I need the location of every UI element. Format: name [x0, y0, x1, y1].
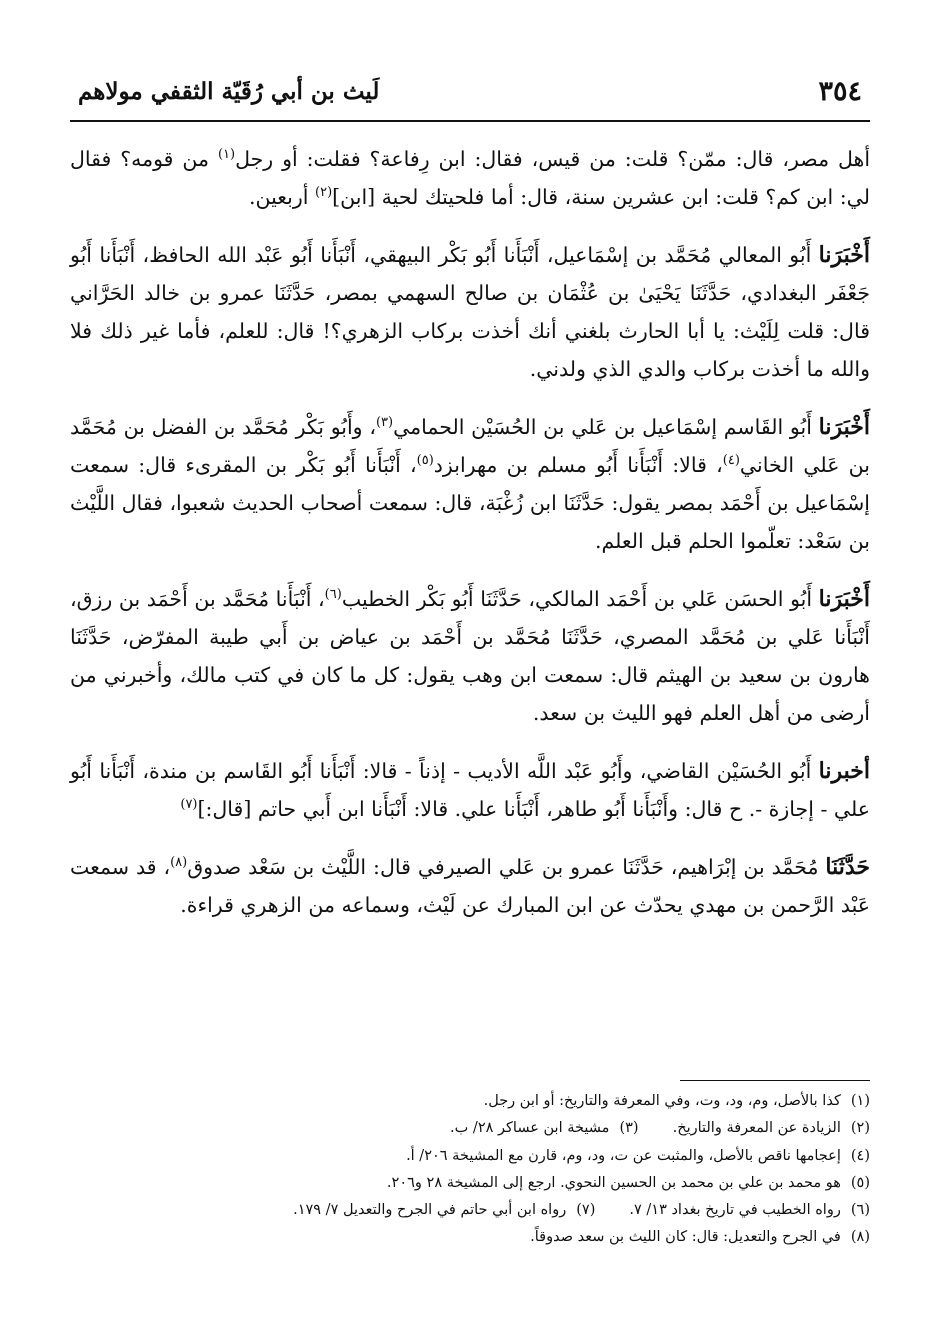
paragraph-lead: أَخْبَرَنا	[818, 586, 870, 612]
paragraph-2	[70, 236, 870, 388]
footnote-ref: (٨)	[170, 855, 188, 871]
paragraph-text: أَبُو القَاسم إسْمَاعيل بن عَلي بن الحُسَيْن الحمامي$^{(٣)}$، وأَبُو بَكْر مُحَمَّد بن الفضل بن مُحَمَّد بن عَلي الخاني$^{(٤)}$، قالا: أَنْبَأَنا أَبُو مسلم بن مهرابزد$^{(٥)}$، أَنْبَأَنا أَبُو بَكْر بن المقرىء قال: سمعت إسْمَاعيل بن أَحْمَد بمصر يقول: حَدَّثَنَا ابن زُغْبَة، قال: سمعت أصحاب الحديث شعبوا، فقال اللَّيْث بن سَعْد: تعلّموا الحلم قبل العلم.	[70, 415, 870, 553]
footnote-number: (٤)	[850, 1147, 870, 1164]
footnote-number: (١)	[850, 1093, 870, 1109]
footnote-line	[70, 1197, 870, 1224]
paragraph-5	[70, 752, 870, 828]
footnote-ref: (٦)	[324, 587, 342, 603]
footnote-ref: (٤)	[722, 453, 740, 469]
footnote	[293, 1197, 595, 1224]
paragraph-1	[70, 140, 870, 216]
footnote-line	[70, 1170, 870, 1197]
footnote-number: (٧)	[576, 1202, 596, 1219]
running-title: لَيث بن أبي رُقَيّة الثقفي مولاهم	[78, 78, 380, 105]
footnote	[406, 1143, 870, 1170]
footnote-rule	[680, 1080, 870, 1081]
paragraph-lead: أَخْبَرَنا	[818, 242, 870, 268]
paragraph-text: أَبُو المعالي مُحَمَّد بن إسْمَاعيل، أَنْبَأَنا أَبُو بَكْر البيهقي، أَنْبَأَنا أَبُو عَبْد الله الحافظ، أَنْبَأَنا أَبُو جَعْفَر البغدادي، حَدَّثَنَا يَحْيَىٰ بن عُثْمَان بن صالح السهمي بمصر، حَدَّثَنَا عمرو بن خالد الحَرَّاني قال: قلت لِلَيْث: يا أبا الحارث بلغني أنك أخذت بركاب الزهري؟! قال: للعلم، فأما غير ذلك فلا والله ما أخذت بركاب والدي الذي ولدني.	[70, 243, 870, 381]
main-text	[70, 140, 870, 944]
footnote-text: رواه الخطيب في تاريخ بغداد ١٣/ ٧.	[629, 1202, 841, 1219]
footnotes	[70, 1088, 870, 1252]
paragraph-3	[70, 408, 870, 560]
footnote-line	[70, 1088, 870, 1115]
footnote	[673, 1115, 870, 1142]
footnote-ref: (١)	[217, 147, 236, 163]
footnote-line	[70, 1143, 870, 1170]
footnote-text: رواه ابن أبي حاتم في الجرح والتعديل ٧/ ١٧٩.	[293, 1202, 567, 1219]
footnote-text: الزيادة عن المعرفة والتاريخ.	[672, 1120, 841, 1137]
header-rule	[70, 120, 870, 122]
footnote	[629, 1197, 870, 1224]
footnote-number: (٢)	[850, 1120, 870, 1137]
page-number: ٣٥٤	[818, 76, 862, 107]
footnote	[530, 1224, 870, 1251]
footnote-ref: (٧)	[180, 797, 198, 813]
footnote	[450, 1115, 639, 1142]
footnote-text: إعجامها ناقص بالأصل، والمثبت عن ت، ود، وم، قارن مع المشيخة ٢٠٦/ أ.	[406, 1147, 841, 1164]
footnote-ref: (٣)	[375, 415, 394, 431]
paragraph-text: أَبُو الحسَن عَلي بن أَحْمَد المالكي، حَدَّثَنَا أَبُو بَكْر الخطيب$^{(٦)}$، أَنْبَأَنا مُحَمَّد بن أَحْمَد بن رزق، أَنْبَأَنا عَلي بن مُحَمَّد المصري، حَدَّثَنَا مُحَمَّد بن أَحْمَد بن عياض بن أَبي طيبة المفرّض، حَدَّثَنَا هارون بن سعيد بن الهيثم قال: سمعت ابن وهب يقول: كل ما كان في كتب مالك، وأخبرني من أرضى من أهل العلم فهو الليث بن سعد.	[70, 587, 870, 725]
footnote-text: في الجرح والتعديل: قال: كان الليث بن سعد صدوقاً.	[530, 1229, 841, 1246]
footnote-line	[70, 1115, 870, 1142]
paragraph-text: أهل مصر، قال: ممّن؟ قلت: من قيس، فقال: ابن رِفاعة؟ فقلت: أو رجل$^{(١)}$ من قومه؟ فقال لي: ابن كم؟ قلت: ابن عشرين سنة، قال: أما فلحيتك لحية [ابن]$^{(٢)}$ أربعين.	[70, 147, 871, 209]
footnote-number: (٣)	[619, 1120, 639, 1137]
footnote	[387, 1170, 870, 1197]
footnote-text: كذا بالأصل، وم، ود، وت، وفي المعرفة والتاريخ: أو ابن رجل.	[483, 1093, 841, 1109]
footnote-ref: (٢)	[315, 185, 333, 201]
paragraph-lead: أخبرنا	[818, 758, 870, 784]
footnote-number: (٨)	[850, 1229, 870, 1246]
footnote-number: (٥)	[850, 1174, 870, 1191]
footnote-number: (٦)	[850, 1202, 870, 1219]
paragraph-lead: حَدَّثَنَا	[825, 854, 870, 880]
footnote-line	[70, 1224, 870, 1251]
paragraph-lead: أَخْبَرَنا	[818, 414, 870, 440]
footnote-ref: (٥)	[416, 453, 434, 469]
paragraph-6	[70, 848, 870, 924]
paragraph-text: أَبُو الحُسَيْن القاضي، وأَبُو عَبْد اللَّه الأديب - إذناً - قالا: أَنْبَأَنا أَبُو القَاسم بن مندة، أَنْبَأَنا أَبُو علي - إجازة -. ح قال: وأَنْبَأَنا أَبُو طاهر، أَنْبَأَنا علي. قالا: أَنْبَأَنا ابن أَبي حاتم [قال:]$^{(٧)}$	[70, 759, 870, 821]
footnote	[484, 1088, 870, 1115]
footnote-text: هو محمد بن علي بن محمد بن الحسين النحوي. ارجع إلى المشيخة ٢٨ و٢٠٦.	[386, 1174, 841, 1191]
footnote-text: مشيخة ابن عساكر ٢٨/ ب.	[450, 1120, 610, 1137]
paragraph-text: مُحَمَّد بن إبْرَاهيم، حَدَّثَنَا عمرو بن عَلي الصيرفي قال: اللَّيْث بن سَعْد صدوق$^{(٨)}$، قد سمعت عَبْد الرَّحمن بن مهدي يحدّث عن ابن المبارك عن لَيْث، وسماعه من الزهري قراءة.	[70, 855, 870, 917]
paragraph-4	[70, 580, 870, 732]
page-header	[70, 70, 870, 116]
